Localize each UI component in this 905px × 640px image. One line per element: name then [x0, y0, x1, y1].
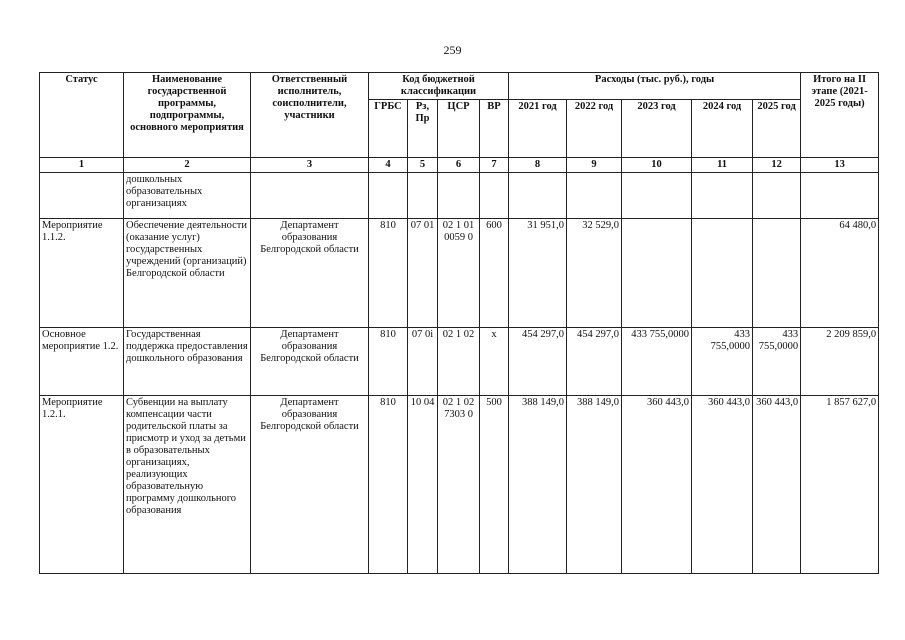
- header-expenses: Расходы (тыс. руб.), годы: [509, 73, 801, 100]
- cell-name: Субвенции на выплату компенсации части родительской платы за присмотр и уход за детьми в образовательных организациях, реализующих образовательную программу дошкольного образования: [124, 396, 251, 574]
- cell-csr: 02 1 02 7303 0: [438, 396, 480, 574]
- cell-2023: 360 443,0: [622, 396, 692, 574]
- cell-2022: 454 297,0: [567, 328, 622, 396]
- cell-2023: 433 755,0000: [622, 328, 692, 396]
- cell-csr: [438, 173, 480, 219]
- col-number: 9: [567, 158, 622, 173]
- cell-grbs: 810: [369, 396, 408, 574]
- table-row: [40, 219, 879, 328]
- header-2021: 2021 год: [509, 100, 567, 158]
- header-2022: 2022 год: [567, 100, 622, 158]
- header-status: Статус: [40, 73, 124, 158]
- cell-grbs: [369, 173, 408, 219]
- cell-name: дошкольных образовательных организациях: [124, 173, 251, 219]
- cell-executor: Департамент образования Белгородской области: [251, 396, 369, 574]
- table-row: [40, 173, 879, 219]
- cell-grbs: 810: [369, 328, 408, 396]
- col-number: 5: [408, 158, 438, 173]
- col-number: 10: [622, 158, 692, 173]
- cell-2021: 388 149,0: [509, 396, 567, 574]
- cell-rz-pr: 07 0i: [408, 328, 438, 396]
- cell-name: Обеспечение деятельности (оказание услуг) государственных учреждений (организаций) Белгородской области: [124, 219, 251, 328]
- cell-status: [40, 173, 124, 219]
- header-vr: ВР: [480, 100, 509, 158]
- header-total: Итого на II этапе (2021-2025 годы): [801, 73, 879, 158]
- col-number: 1: [40, 158, 124, 173]
- header-rz-pr: Рз, Пр: [408, 100, 438, 158]
- cell-2022: [567, 173, 622, 219]
- cell-2024: [692, 219, 753, 328]
- header-budget-code: Код бюджетной классификации: [369, 73, 509, 100]
- header-row: [40, 73, 879, 100]
- cell-total: 2 209 859,0: [801, 328, 879, 396]
- cell-rz-pr: 10 04: [408, 396, 438, 574]
- cell-rz-pr: [408, 173, 438, 219]
- cell-2024: [692, 173, 753, 219]
- cell-vr: x: [480, 328, 509, 396]
- cell-2023: [622, 219, 692, 328]
- col-number: 4: [369, 158, 408, 173]
- page-number: 259: [443, 43, 462, 57]
- col-number: 6: [438, 158, 480, 173]
- col-number: 8: [509, 158, 567, 173]
- cell-status: Основное мероприятие 1.2.: [40, 328, 124, 396]
- header-grbs: ГРБС: [369, 100, 408, 158]
- cell-status: Мероприятие 1.1.2.: [40, 219, 124, 328]
- cell-2022: 32 529,0: [567, 219, 622, 328]
- cell-name: Государственная поддержка предоставления дошкольного образования: [124, 328, 251, 396]
- budget-table: [39, 72, 879, 574]
- col-number: 7: [480, 158, 509, 173]
- col-number: 2: [124, 158, 251, 173]
- cell-total: [801, 173, 879, 219]
- cell-2023: [622, 173, 692, 219]
- cell-vr: [480, 173, 509, 219]
- cell-2021: 31 951,0: [509, 219, 567, 328]
- cell-csr: 02 1 01 0059 0: [438, 219, 480, 328]
- col-number: 13: [801, 158, 879, 173]
- header-executor: Ответственный исполнитель, соисполнители, участники: [251, 73, 369, 158]
- col-number: 12: [753, 158, 801, 173]
- col-number: 11: [692, 158, 753, 173]
- cell-total: 64 480,0: [801, 219, 879, 328]
- cell-2024: 433 755,0000: [692, 328, 753, 396]
- header-program-name: Наименование государственной программы, подпрограммы, основного мероприятия: [124, 73, 251, 158]
- header-2023: 2023 год: [622, 100, 692, 158]
- cell-2024: 360 443,0: [692, 396, 753, 574]
- cell-2025: 433 755,0000: [753, 328, 801, 396]
- cell-2025: 360 443,0: [753, 396, 801, 574]
- column-number-row: [40, 158, 879, 173]
- cell-executor: Департамент образования Белгородской области: [251, 328, 369, 396]
- header-2024: 2024 год: [692, 100, 753, 158]
- cell-2022: 388 149,0: [567, 396, 622, 574]
- cell-total: 1 857 627,0: [801, 396, 879, 574]
- cell-2021: 454 297,0: [509, 328, 567, 396]
- cell-2025: [753, 173, 801, 219]
- cell-executor: [251, 173, 369, 219]
- cell-2021: [509, 173, 567, 219]
- cell-rz-pr: 07 01: [408, 219, 438, 328]
- cell-vr: 500: [480, 396, 509, 574]
- table-row: [40, 396, 879, 574]
- col-number: 3: [251, 158, 369, 173]
- cell-vr: 600: [480, 219, 509, 328]
- cell-2025: [753, 219, 801, 328]
- cell-executor: Департамент образования Белгородской области: [251, 219, 369, 328]
- cell-status: Мероприятие 1.2.1.: [40, 396, 124, 574]
- table-row: [40, 328, 879, 396]
- header-csr: ЦСР: [438, 100, 480, 158]
- header-2025: 2025 год: [753, 100, 801, 158]
- cell-csr: 02 1 02: [438, 328, 480, 396]
- cell-grbs: 810: [369, 219, 408, 328]
